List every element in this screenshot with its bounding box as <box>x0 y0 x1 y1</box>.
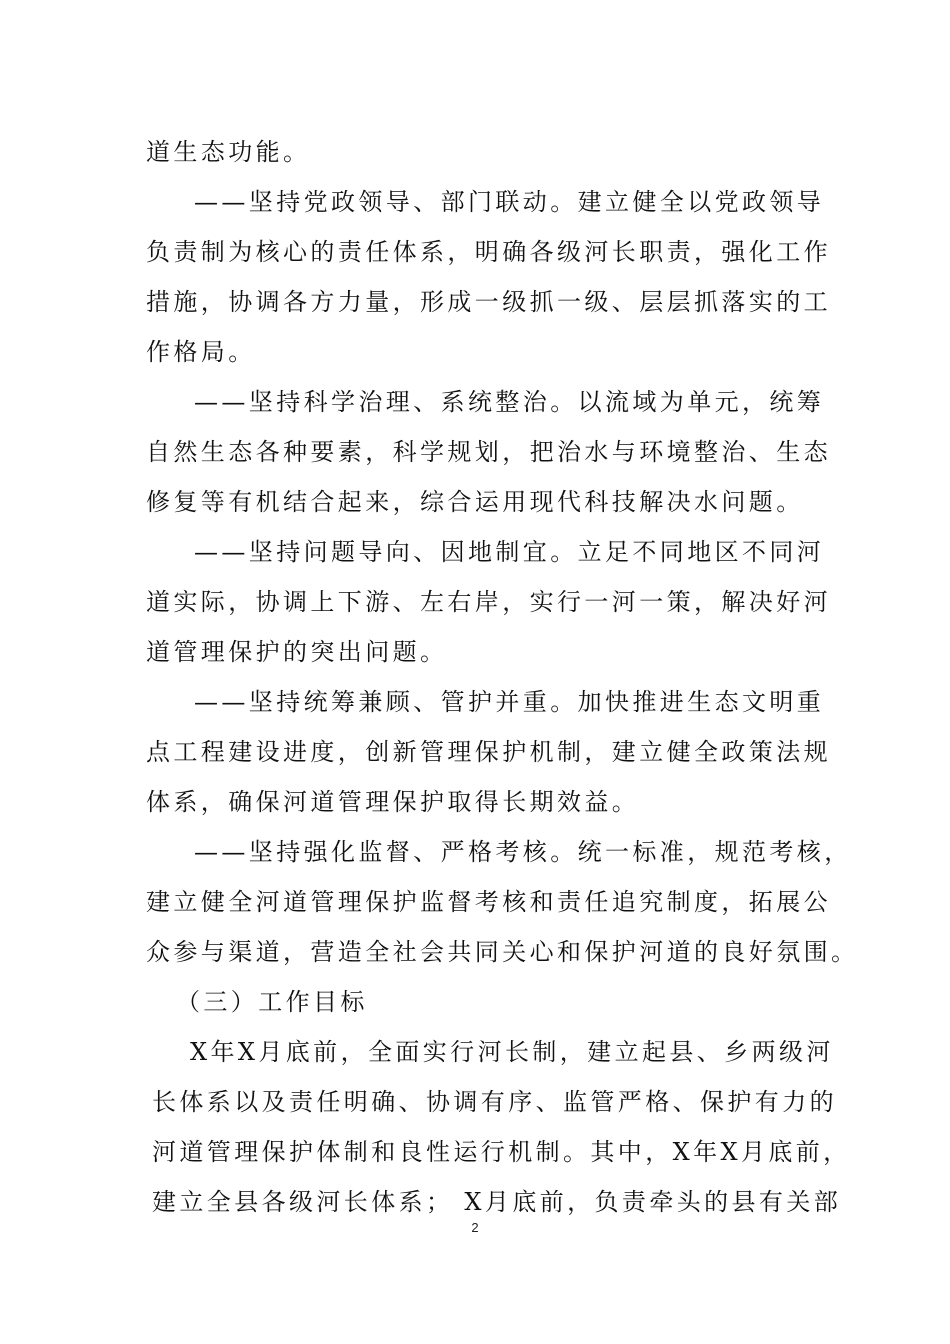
text-line: ——坚持问题导向、因地制宜。立足不同地区不同河 <box>194 538 825 566</box>
text-line: ——坚持科学治理、系统整治。以流域为单元，统筹 <box>194 388 825 416</box>
text-line: 长体系以及责任明确、协调有序、监管严格、保护有力的 <box>152 1088 837 1116</box>
text-line: 点工程建设进度，创新管理保护机制，建立健全政策法规 <box>146 738 831 766</box>
text-line: ——坚持强化监督、严格考核。统一标准，规范考核， <box>194 838 852 866</box>
text-line: 修复等有机结合起来，综合运用现代科技解决水问题。 <box>146 488 804 516</box>
text-line: ——坚持统筹兼顾、管护并重。加快推进生态文明重 <box>194 688 825 716</box>
text-line: 河道管理保护体制和良性运行机制。其中，X年X月底前， <box>152 1138 851 1166</box>
text-line: 道实际，协调上下游、左右岸，实行一河一策，解决好河 <box>146 588 831 616</box>
text-line: 众参与渠道，营造全社会共同关心和保护河道的良好氛围。 <box>146 938 859 966</box>
text-line: 体系，确保河道管理保护取得长期效益。 <box>146 788 640 816</box>
text-line: 建立健全河道管理保护监督考核和责任追究制度，拓展公 <box>146 888 831 916</box>
text-line: 自然生态各种要素，科学规划，把治水与环境整治、生态 <box>146 438 831 466</box>
section-heading: （三）工作目标 <box>176 988 368 1016</box>
text-line: 道生态功能。 <box>146 138 311 166</box>
text-line: 措施，协调各方力量，形成一级抓一级、层层抓落实的工 <box>146 288 831 316</box>
text-line: 道管理保护的突出问题。 <box>146 638 448 666</box>
page-number: 2 <box>471 1220 479 1235</box>
text-line: 建立全县各级河长体系； X月底前，负责牵头的县有关部 <box>152 1188 842 1216</box>
text-line: X年X月底前，全面实行河长制，建立起县、乡两级河 <box>190 1038 834 1066</box>
text-line: ——坚持党政领导、部门联动。建立健全以党政领导 <box>194 188 825 216</box>
text-line: 作格局。 <box>146 338 256 366</box>
text-line: 负责制为核心的责任体系，明确各级河长职责，强化工作 <box>146 238 831 266</box>
